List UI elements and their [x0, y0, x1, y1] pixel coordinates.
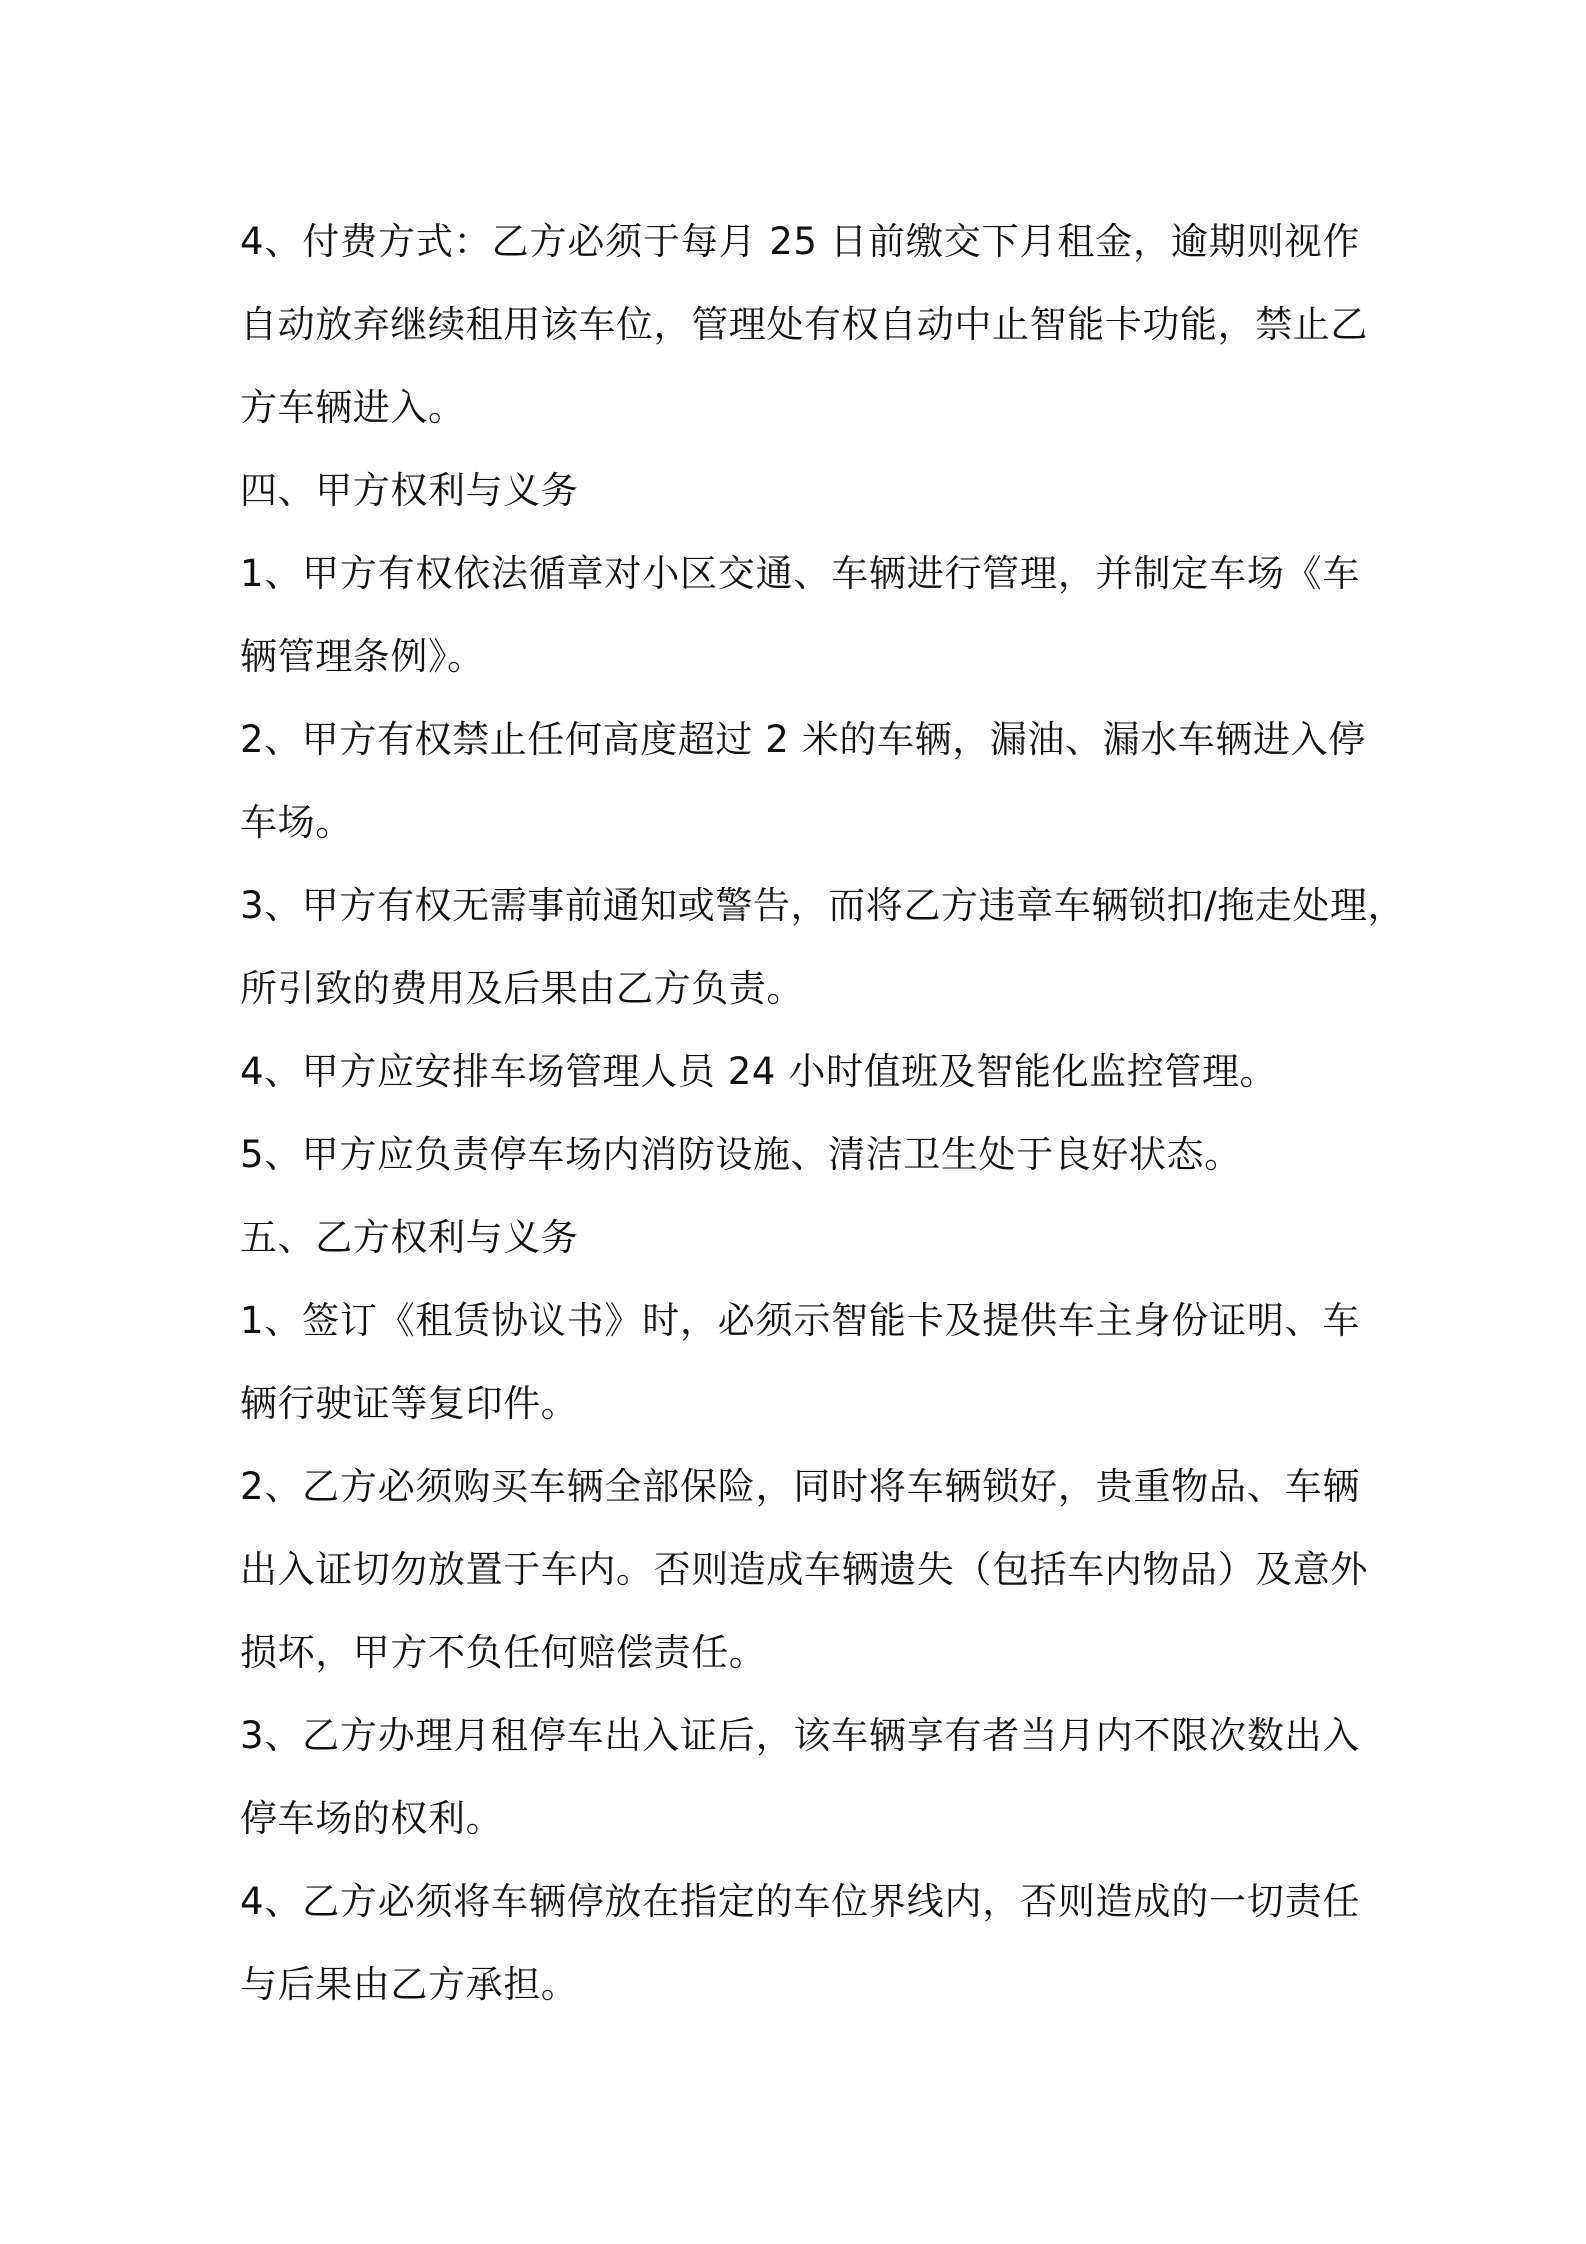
text-line: 损坏，甲方不负任何赔偿责任。	[240, 1631, 767, 1674]
text-line: 与后果由乙方承担。	[240, 1963, 579, 2006]
text-line: 自动放弃继续租用该车位，管理处有权自动中止智能卡功能，禁止乙	[240, 303, 1368, 346]
text-line: 所引致的费用及后果由乙方负责。	[240, 967, 804, 1010]
document-body	[240, 200, 1406, 2026]
text-line: 辆管理条例》。	[240, 635, 485, 678]
text-line: 3、乙方办理月租停车出入证后，该车辆享有者当月内不限次数出入	[240, 1714, 1360, 1757]
text-line: 四、甲方权利与义务	[240, 469, 579, 512]
paragraph-b-1	[240, 1279, 1360, 1445]
text-line: 五、乙方权利与义务	[240, 1216, 579, 1259]
text-line: 2、乙方必须购买车辆全部保险，同时将车辆锁好，贵重物品、车辆	[240, 1465, 1360, 1508]
section-heading-party-b	[240, 1196, 1360, 1279]
paragraph-payment-method	[240, 200, 1368, 449]
text-line: 出入证切勿放置于车内。否则造成车辆遗失（包括车内物品）及意外	[240, 1548, 1368, 1591]
text-line: 方车辆进入。	[240, 386, 466, 429]
paragraph-b-2	[240, 1445, 1368, 1694]
text-line: 1、甲方有权依法循章对小区交通、车辆进行管理，并制定车场《车	[240, 552, 1360, 595]
text-line: 5、甲方应负责停车场内消防设施、清洁卫生处于良好状态。	[240, 1133, 1242, 1176]
paragraph-a-1	[240, 532, 1360, 698]
text-line: 2、甲方有权禁止任何高度超过 2 米的车辆，漏油、漏水车辆进入停	[240, 718, 1366, 761]
paragraph-b-4	[240, 1860, 1360, 2026]
section-heading-party-a	[240, 449, 1360, 532]
text-line: 1、签订《租赁协议书》时，必须示智能卡及提供车主身份证明、车	[240, 1299, 1360, 1342]
paragraph-a-3	[240, 864, 1406, 1030]
text-line: 停车场的权利。	[240, 1797, 504, 1840]
paragraph-a-4	[240, 1030, 1360, 1113]
paragraph-b-3	[240, 1694, 1360, 1860]
text-line: 4、付费方式：乙方必须于每月 25 日前缴交下月租金，逾期则视作	[240, 220, 1360, 263]
text-line: 4、乙方必须将车辆停放在指定的车位界线内，否则造成的一切责任	[240, 1880, 1360, 1923]
paragraph-a-2	[240, 698, 1366, 864]
paragraph-a-5	[240, 1113, 1360, 1196]
text-line: 4、甲方应安排车场管理人员 24 小时值班及智能化监控管理。	[240, 1050, 1278, 1093]
text-line: 3、甲方有权无需事前通知或警告，而将乙方违章车辆锁扣/拖走处理，	[240, 884, 1406, 927]
text-line: 辆行驶证等复印件。	[240, 1382, 579, 1425]
text-line: 车场。	[240, 801, 353, 844]
